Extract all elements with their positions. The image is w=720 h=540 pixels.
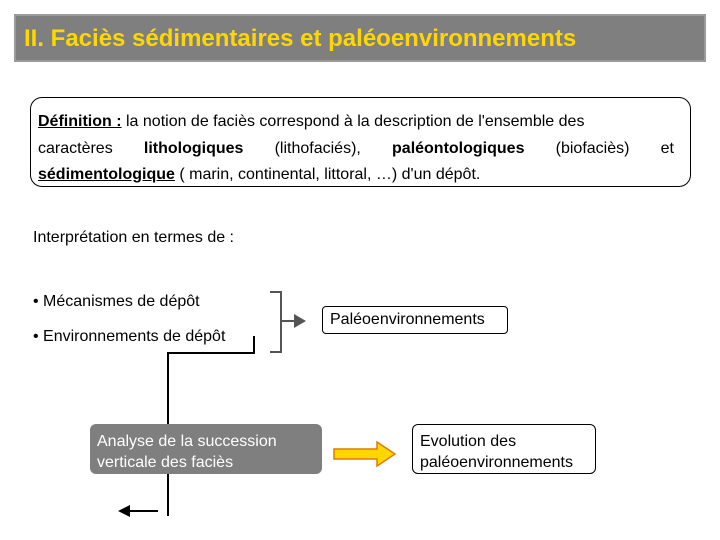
arrow-right-icon <box>333 440 397 468</box>
title-bar <box>14 14 706 62</box>
arrow-right-icon <box>294 314 308 328</box>
page-title: II. Faciès sédimentaires et paléoenvironnements <box>24 25 577 52</box>
evolution-line-2: paléoenvironnements <box>420 454 573 471</box>
definition-word: (biofaciès) <box>555 140 630 157</box>
definition-word-sedimentologique: sédimentologique <box>38 166 175 183</box>
definition-word-lithologiques: lithologiques <box>143 140 244 157</box>
connector-line <box>167 352 255 354</box>
evolution-label <box>420 431 573 473</box>
bullet-mecanismes: • Mécanismes de dépôt <box>33 293 200 310</box>
definition-word: caractères <box>38 140 113 157</box>
arrow-left-icon <box>118 500 158 530</box>
definition-text-3: ( marin, continental, littoral, …) d'un dépôt. <box>174 166 481 183</box>
definition-text-1: la notion de faciès correspond à la description de l'ensemble des <box>121 113 585 130</box>
paleoenvironnements-label: Paléoenvironnements <box>330 311 485 328</box>
definition-word-paleontologiques: paléontologiques <box>392 140 525 157</box>
definition-line-2 <box>38 140 674 158</box>
interpretation-heading: Interprétation en termes de : <box>33 229 234 246</box>
bullet-environnements: • Environnements de dépôt <box>33 328 226 345</box>
analysis-line-2: verticale des faciès <box>97 454 234 471</box>
definition-line-3 <box>38 166 480 184</box>
analysis-label <box>97 431 277 473</box>
definition-word: (lithofaciés), <box>274 140 361 157</box>
bracket <box>270 291 282 353</box>
definition-line-1 <box>38 113 584 131</box>
analysis-line-1: Analyse de la succession <box>97 433 277 450</box>
definition-word: et <box>660 140 674 157</box>
definition-label: Définition : <box>38 113 122 130</box>
evolution-line-1: Evolution des <box>420 433 517 450</box>
